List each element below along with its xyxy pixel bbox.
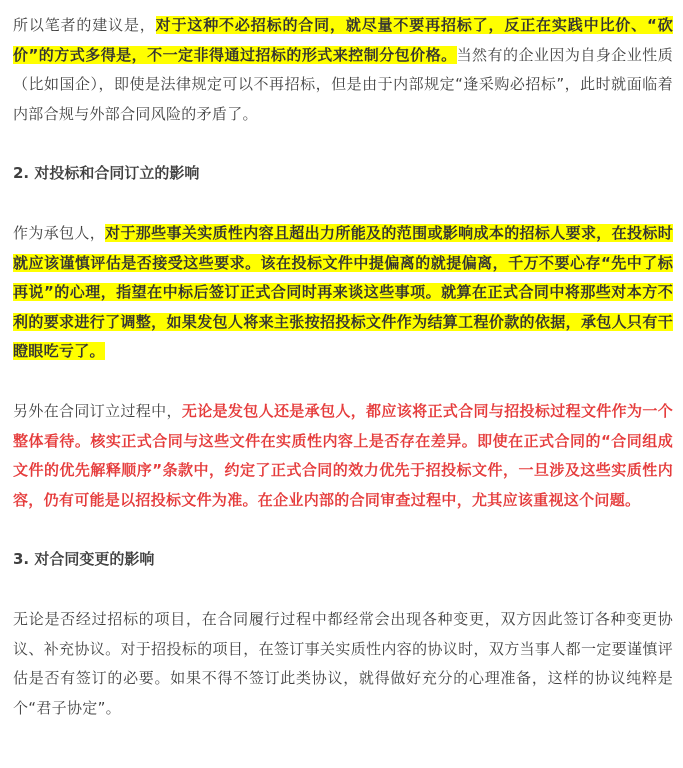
paragraph-contract-formation <box>13 397 673 515</box>
paragraph-lead-text: 另外在合同订立过程中， <box>13 401 182 420</box>
section-heading-contract-change: 3. 对合同变更的影响 <box>13 550 155 569</box>
paragraph-tail-text: 当然有的企业因为自身企业性质（比如国企），即使是法律规定可以不再招标，但是由于内部规定“逢采购必招标”，此时就面临着内部合规与外部合同风险的矛盾了。 <box>13 45 674 123</box>
highlighted-text: 对于这种不必招标的合同，就尽量不要再招标了，反正在实践中比价、“砍价”的方式多得是，不一定非得通过招标的形式来控制分包价格。 <box>13 16 674 64</box>
paragraph-lead-text: 作为承包人， <box>13 223 106 242</box>
red-emphasis-text: 无论是发包人还是承包人，都应该将正式合同与招投标过程文件作为一个整体看待。核实正式合同与这些文件在实质性内容上是否存在差异。即使在正式合同的“合同组成文件的优先解释顺序”条款中，约定了正式合同的效力优先于招投标文件，一旦涉及这些实质性内容，仍有可能是以招投标文件为准。在企业内部的合同审查过程中，尤其应该重视这个问题。 <box>13 401 673 509</box>
article-body <box>13 11 673 723</box>
highlighted-text: 对于那些事关实质性内容且超出力所能及的范围或影响成本的招标人要求，在投标时就应该谨慎评估是否接受这些要求。该在投标文件中提偏离的就提偏离，千万不要心存“先中了标再说”的心理，指望在中标后签订正式合同时再来谈这些事项。就算在正式合同中将那些对本方不利的要求进行了调整，如果发包人将来主张按招投标文件作为结算工程价款的依据，承包人只有干瞪眼吃亏了。 <box>13 223 673 361</box>
paragraph-recommendation <box>13 11 673 129</box>
paragraph-contract-change: 无论是否经过招标的项目，在合同履行过程中都经常会出现各种变更，双方因此签订各种变更协议、补充协议。对于招投标的项目，在签订事关实质性内容的协议时，双方当事人都一定要谨慎评估是否有签订的必要。如果不得不签订此类协议，就得做好充分的心理准备，这样的协议纯粹是个“君子协定”。 <box>13 609 673 717</box>
section-heading-bidding: 2. 对投标和合同订立的影响 <box>13 164 200 183</box>
paragraph-lead-text: 所以笔者的建议是， <box>13 16 156 34</box>
paragraph-contractor <box>13 219 673 367</box>
